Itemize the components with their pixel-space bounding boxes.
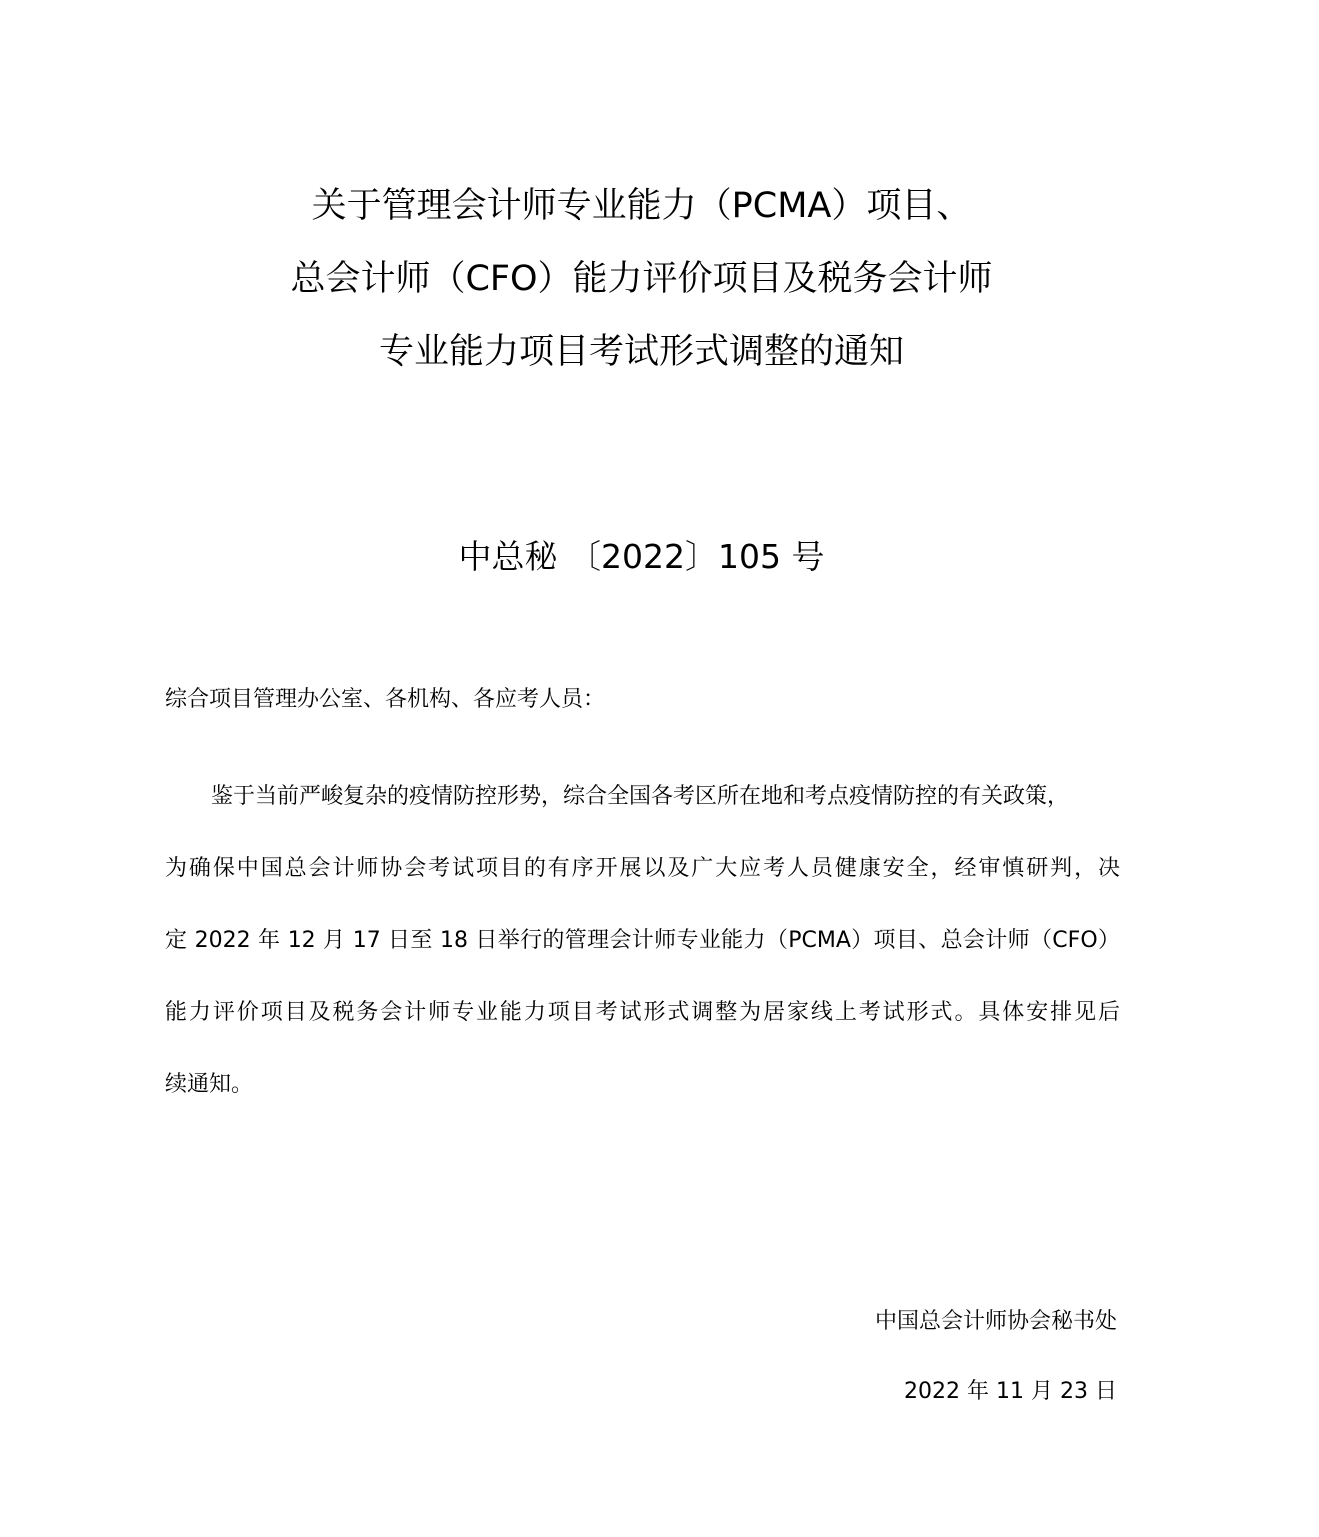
issuer-signature: 中国总会计师协会秘书处 (874, 1309, 1117, 1334)
body-paragraph (165, 778, 1120, 1138)
body-line-1: 鉴于当前严峻复杂的疫情防控形势，综合全国各考区所在地和考点疫情防控的有关政策， (211, 784, 1070, 809)
addressee-line: 综合项目管理办公室、各机构、各应考人员： (165, 687, 606, 712)
body-line-4: 能力评价项目及税务会计师专业能力项目考试形式调整为居家线上考试形式。具体安排见后 (165, 1000, 1120, 1025)
issue-date: 2022 年 11 月 23 日 (904, 1379, 1117, 1404)
title-line-3: 专业能力项目考试形式调整的通知 (378, 332, 904, 372)
document-number: 中总秘 〔2022〕105 号 (458, 537, 825, 576)
body-line-3: 定 2022 年 12 月 17 日至 18 日举行的管理会计师专业能力（PCMA）项目、总会计师（CFO） (165, 928, 1120, 953)
title-line-1: 关于管理会计师专业能力（PCMA）项目、 (311, 186, 972, 226)
title-line-2: 总会计师（CFO）能力评价项目及税务会计师 (290, 259, 993, 299)
body-line-2: 为确保中国总会计师协会考试项目的有序开展以及广大应考人员健康安全，经审慎研判，决 (165, 856, 1120, 881)
body-line-5: 续通知。 (165, 1072, 254, 1097)
notice-title (0, 170, 1283, 389)
